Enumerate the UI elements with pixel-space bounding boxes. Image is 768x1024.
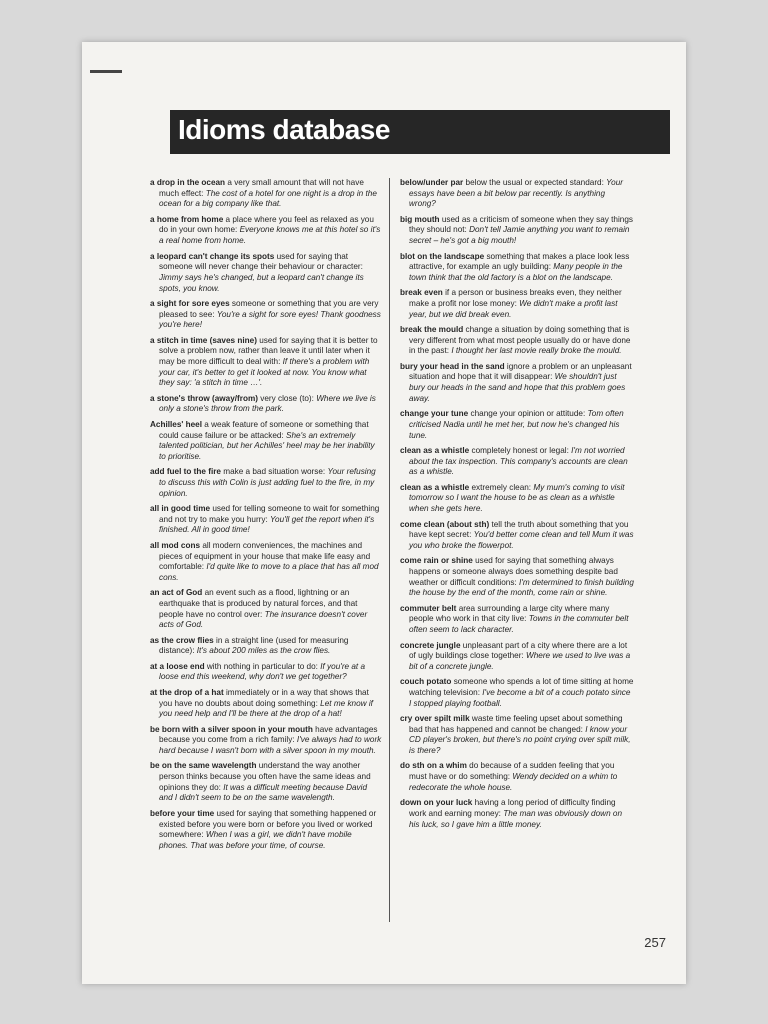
idiom-definition: used for saying that something happened or existed before you were born or before you lived or worked somewhere: [159, 808, 377, 840]
idiom-definition: having a long period of difficulty finding work and earning money: [409, 798, 616, 818]
idiom-definition: do because of a sudden feeling that you must have or do something: [409, 761, 615, 782]
idiom-definition: change a situation by doing something that is very different from what most people usually do or have done in the past: [409, 325, 631, 356]
idiom-example: I'm determined to finish building the house by the end of the month, come rain or shine. [409, 577, 634, 598]
idiom-example: I've become a bit of a couch potato since I stopped playing football. [409, 687, 631, 708]
idiom-entry [400, 677, 634, 709]
idiom-term: all in good time [150, 504, 211, 514]
idiom-definition: used for saying that it is better to solve a problem now, rather than leave it until later when it may be more difficult to deal with: [159, 335, 378, 367]
idiom-example: If there's a problem with your car, it's better to get it looked at now. You know what they say: 'a stitch in time …'. [159, 357, 370, 388]
idiom-example: Don't tell Jamie anything you want to remain secret – he's got a big mouth! [409, 225, 630, 246]
idiom-entry [400, 215, 634, 247]
idiom-term: before your time [150, 808, 215, 818]
page-number: 257 [644, 935, 666, 950]
idiom-term: bury your head in the sand [400, 361, 505, 371]
idiom-entry [400, 520, 634, 552]
idiom-entry [400, 641, 634, 673]
idiom-term: cry over spilt milk [400, 714, 470, 724]
idiom-term: come clean (about sth) [400, 519, 490, 529]
idiom-entry [400, 252, 634, 284]
idiom-term: Achilles' heel [150, 419, 203, 429]
idiom-entry [150, 420, 382, 463]
idiom-definition: used for telling someone to wait for something and not try to make you hurry: [159, 504, 380, 524]
idiom-entry [400, 761, 634, 793]
idiom-example: You're a sight for sore eyes! Thank goodness you're here! [159, 309, 381, 330]
idiom-example: She's an extremely talented politician, but her Achilles' heel may be her inability to prioritise. [159, 430, 375, 461]
idiom-entry [150, 636, 382, 657]
idiom-definition: all modern conveniences, the machines and pieces of equipment in your house that make life easy and comfortable: [159, 540, 371, 572]
idiom-example: When I was a girl, we didn't have mobile phones. That was before your time, of course. [159, 830, 352, 850]
idiom-example: I thought her last movie really broke the mould. [451, 346, 622, 356]
idiom-definition: with nothing in particular to do: [206, 661, 318, 671]
idiom-example: You'll get the report when it's finished. All in good time! [159, 514, 375, 535]
idiom-example: I'd quite like to move to a place that has all mod cons. [159, 562, 379, 582]
idiom-term: all mod cons [150, 540, 201, 550]
idiom-definition: a weak feature of someone or something that could cause failure or be attacked: [159, 419, 369, 440]
idiom-definition: a place where you feel as relaxed as you do in your own home: [159, 214, 374, 235]
idiom-term: at a loose end [150, 661, 205, 671]
idiom-term: break the mould [400, 325, 464, 335]
idiom-example: My mum's coming to visit tomorrow so I want the house to be as clean as a whistle when she gets here. [409, 482, 625, 514]
idiom-example: Where we live is only a stone's throw from the park. [159, 393, 376, 414]
idiom-definition: make a bad situation worse: [223, 467, 326, 477]
idiom-entry [400, 362, 634, 405]
idiom-definition: waste time feeling upset about something bad that has happened and cannot be changed: [409, 714, 623, 734]
idiom-definition: if a person or business breaks even, they neither make a profit nor lose money: [409, 288, 622, 308]
idiom-definition: area surrounding a large city where many people who work in that city live: [409, 603, 610, 624]
idiom-entry [400, 446, 634, 478]
idiom-definition: in a straight line (used for measuring distance): [159, 635, 349, 656]
idiom-entry [150, 178, 382, 210]
idiom-entry [400, 288, 634, 320]
idiom-definition: tell the truth about something that you have kept secret: [409, 519, 629, 540]
title-bar [170, 110, 670, 154]
idiom-term: concrete jungle [400, 640, 461, 650]
idiom-entry [150, 662, 382, 683]
idiom-term: below/under par [400, 178, 464, 187]
idiom-definition: have advantages because you come from a rich family: [159, 724, 378, 745]
right-column [400, 178, 634, 835]
idiom-entry [400, 604, 634, 636]
idiom-example: Wendy decided on a whim to redecorate the whole house. [409, 772, 618, 792]
idiom-term: big mouth [400, 214, 440, 224]
idiom-entry [400, 714, 634, 757]
idiom-example: Let me know if you need help and I'll be there at the drop of a hat! [159, 698, 373, 719]
idiom-definition: unpleasant part of a city where there are a lot of ugly buildings close together: [409, 640, 628, 661]
idiom-definition: a very small amount that will not have much effect: [159, 178, 364, 198]
idiom-entry [150, 725, 382, 757]
page-title: Idioms database [178, 114, 390, 145]
idiom-entry [150, 504, 382, 536]
idiom-definition: change your opinion or attitude: [470, 409, 586, 419]
left-column [150, 178, 382, 856]
book-page [82, 42, 686, 984]
idiom-definition: extremely clean: [471, 482, 532, 492]
idiom-term: clean as a whistle [400, 446, 470, 456]
idiom-definition: understand the way another person thinks because you often have the same ideas and opinions they do: [159, 761, 371, 792]
idiom-definition: used for saying that someone will never change their behaviour or character: [159, 251, 363, 272]
idiom-entry [150, 252, 382, 295]
column-divider [389, 178, 390, 922]
idiom-term: a stone's throw (away/from) [150, 393, 258, 403]
idiom-term: an act of God [150, 588, 203, 598]
idiom-entry [150, 809, 382, 852]
idiom-definition: below the usual or expected standard: [465, 178, 604, 187]
idiom-example: Towns in the commuter belt often seem to lack character. [409, 614, 629, 635]
idiom-entry [400, 483, 634, 515]
idiom-term: at the drop of a hat [150, 687, 224, 697]
idiom-term: commuter belt [400, 603, 457, 613]
idiom-entry [150, 541, 382, 584]
idiom-example: It's about 200 miles as the crow flies. [196, 646, 331, 656]
idiom-term: add fuel to the fire [150, 467, 221, 477]
idiom-example: The insurance doesn't cover acts of God. [159, 609, 368, 630]
idiom-term: as the crow flies [150, 635, 214, 645]
idiom-example: Your refusing to discuss this with Colin is just adding fuel to the fire, in my opinion. [159, 467, 376, 498]
idiom-entry [150, 688, 382, 720]
idiom-entry [150, 215, 382, 247]
idiom-term: a sight for sore eyes [150, 298, 230, 308]
idiom-example: Where we used to live was a bit of a concrete jungle. [409, 651, 631, 671]
idiom-definition: used for saying that something always happens or someone always does something despite bad weather or difficult conditions: [409, 556, 618, 587]
idiom-entry [400, 409, 634, 441]
page-edge-mark [90, 70, 122, 73]
idiom-term: do sth on a whim [400, 761, 467, 771]
idiom-entry [400, 178, 634, 210]
idiom-example: I've always had to work hard because I wasn't born with a silver spoon in my mouth. [159, 735, 382, 755]
idiom-term: a home from home [150, 214, 224, 224]
idiom-definition: ignore a problem or an unpleasant situation and hope that it will disappear: [409, 361, 632, 382]
idiom-entry [150, 761, 382, 804]
idiom-example: I'm not worried about the tax inspection. This company's accounts are clean as a whistle. [409, 446, 628, 477]
idiom-example: Tom often criticised Nadia until he met her, but now he's changed his tune. [409, 409, 624, 440]
idiom-example: It was a difficult meeting because David and I didn't seem to be on the same wavelength. [159, 782, 367, 803]
idiom-definition: something that makes a place look less attractive, for example an ugly building: [409, 251, 630, 272]
idiom-definition: used as a criticism of someone when they say things they should not: [409, 214, 633, 235]
idiom-definition: very close (to): [260, 393, 314, 403]
idiom-term: clean as a whistle [400, 482, 470, 492]
idiom-entry [150, 394, 382, 415]
idiom-term: blot on the landscape [400, 251, 485, 261]
idiom-entry [400, 325, 634, 357]
idiom-definition: someone or something that you are very pleased to see: [159, 298, 379, 319]
idiom-term: a leopard can't change its spots [150, 251, 275, 261]
idiom-example: Your essays have been a bit below par recently. Is anything wrong? [409, 178, 624, 209]
idiom-definition: someone who spends a lot of time sitting at home watching television: [409, 677, 634, 697]
idiom-entry [400, 556, 634, 599]
idiom-term: be on the same wavelength [150, 761, 257, 771]
idiom-definition: completely honest or legal: [471, 446, 569, 456]
idiom-example: I know your CD player's broken, but there's no point crying over spilt milk, is there? [409, 724, 631, 755]
idiom-term: couch potato [400, 677, 452, 687]
idiom-term: a drop in the ocean [150, 178, 226, 187]
idiom-entry [150, 299, 382, 331]
idiom-example: Jimmy says he's changed, but a leopard can't change its spots, you know. [159, 272, 364, 293]
idiom-term: down on your luck [400, 798, 473, 808]
idiom-example: Everyone knows me at this hotel so it's a real home from home. [159, 225, 381, 246]
idiom-example: If you're at a loose end this weekend, why don't we get together? [159, 661, 366, 682]
idiom-example: You'd better come clean and tell Mum it was you who broke the flowerpot. [409, 530, 634, 550]
idiom-example: The man was obviously down on his luck, so I gave him a little money. [409, 808, 623, 829]
idiom-definition: an event such as a flood, lightning or an earthquake that is produced by natural forces, and that people have no control over: [159, 588, 358, 619]
idiom-example: The cost of a hotel for one night is a drop in the ocean for a big company like that. [159, 188, 377, 209]
idiom-entry [150, 467, 382, 499]
idiom-definition: immediately or in a way that shows that you have no doubts about doing something: [159, 687, 369, 708]
idiom-example: Many people in the town think that the old factory is a blot on the landscape. [409, 262, 623, 282]
idiom-example: We shouldn't just bury our heads in the sand and hope that this problem goes away. [409, 372, 626, 403]
idiom-term: come rain or shine [400, 556, 473, 566]
idiom-example: We didn't make a profit last year, but we did break even. [409, 298, 618, 319]
idiom-term: change your tune [400, 409, 469, 419]
idiom-entry [150, 588, 382, 631]
idiom-entry [150, 336, 382, 389]
idiom-term: a stitch in time (saves nine) [150, 335, 257, 345]
idiom-term: be born with a silver spoon in your mouth [150, 724, 313, 734]
idiom-entry [400, 798, 634, 830]
idiom-term: break even [400, 288, 443, 298]
